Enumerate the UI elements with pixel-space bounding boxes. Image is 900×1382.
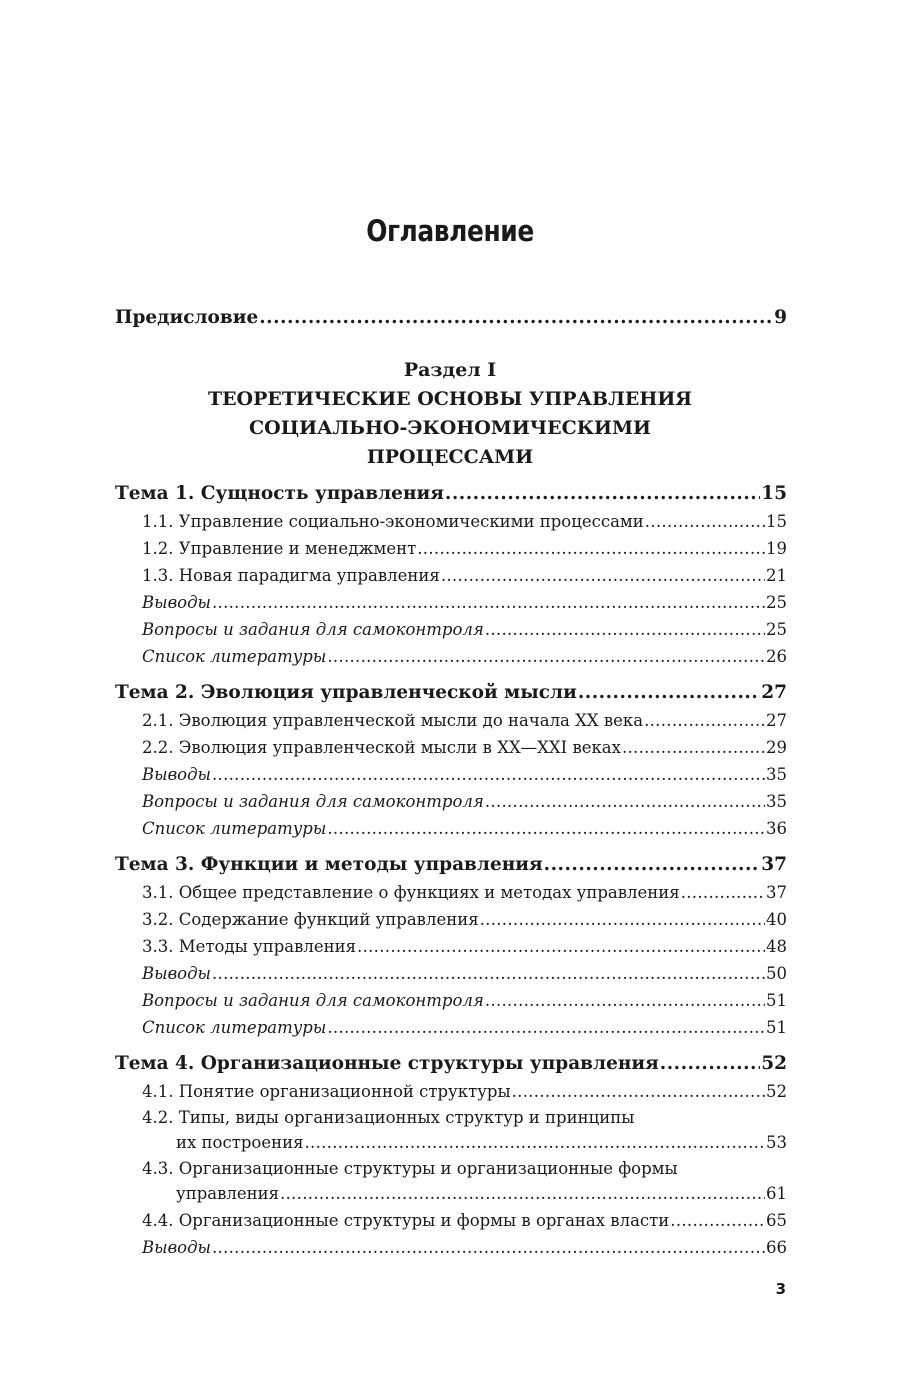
toc-preface[interactable]	[115, 309, 787, 328]
dot-leader	[485, 993, 765, 1010]
dot-leader	[622, 740, 765, 757]
dot-leader	[259, 309, 773, 328]
toc-entry-page: 25	[766, 593, 787, 612]
dot-leader	[445, 485, 760, 504]
toc-entry[interactable]	[142, 740, 787, 757]
toc-entry-page: 61	[766, 1184, 787, 1203]
toc-entry[interactable]	[142, 514, 787, 531]
section-heading-line: СОЦИАЛЬНО-ЭКОНОМИЧЕСКИМИ	[249, 417, 651, 439]
toc-topic-title: Тема 3. Функции и методы управления	[115, 854, 543, 875]
toc-entry-label: 4.1. Понятие организационной структуры	[142, 1082, 511, 1101]
toc-topic-3[interactable]	[115, 856, 787, 875]
dot-leader	[212, 1240, 765, 1257]
toc-entry[interactable]	[142, 821, 787, 838]
toc-topic-1[interactable]	[115, 485, 787, 504]
dot-leader	[327, 649, 765, 666]
toc-entry-label-line1[interactable]: 4.2. Типы, виды организационных структур и принципы	[142, 1108, 635, 1127]
toc-entry-label: Вопросы и задания для самоконтроля	[142, 991, 484, 1010]
toc-entry[interactable]	[142, 713, 787, 730]
toc-entry-page: 19	[766, 539, 787, 558]
toc-entry-continuation[interactable]	[176, 1186, 787, 1203]
toc-entry[interactable]	[142, 568, 787, 585]
toc-entry-label: Выводы	[142, 1238, 211, 1257]
toc-entry-page: 40	[766, 910, 787, 929]
toc-entry-label: 1.3. Новая парадигма управления	[142, 566, 440, 585]
dot-leader	[681, 885, 765, 902]
toc-entry-label: 3.1. Общее представление о функциях и методах управления	[142, 883, 680, 902]
toc-entry-label: 3.3. Методы управления	[142, 937, 357, 956]
toc-entry[interactable]	[142, 1084, 787, 1101]
toc-entry-label: Список литературы	[142, 647, 327, 666]
dot-leader	[485, 794, 765, 811]
section-heading-line: ТЕОРЕТИЧЕСКИЕ ОСНОВЫ УПРАВЛЕНИЯ	[207, 388, 693, 410]
toc-entry-page: 37	[766, 883, 787, 902]
toc-entry-page: 51	[766, 991, 787, 1010]
toc-entry[interactable]	[142, 541, 787, 558]
toc-entry-page: 35	[766, 765, 787, 784]
toc-entry[interactable]	[142, 794, 787, 811]
toc-entry-label: Список литературы	[142, 1018, 327, 1037]
toc-entry-label: Выводы	[142, 765, 211, 784]
dot-leader	[417, 541, 765, 558]
toc-entry-page: 25	[766, 620, 787, 639]
toc-entry-label: 2.2. Эволюция управленческой мысли в XX—XXI веках	[142, 738, 621, 757]
toc-entry-page: 21	[766, 566, 787, 585]
toc-topic-4[interactable]	[115, 1055, 787, 1074]
toc-topic-title: Тема 4. Организационные структуры управления	[115, 1053, 659, 1074]
dot-leader	[441, 568, 765, 585]
toc-entry[interactable]	[142, 649, 787, 666]
toc-entry[interactable]	[142, 939, 787, 956]
toc-entry[interactable]	[142, 912, 787, 929]
dot-leader	[357, 939, 765, 956]
dot-leader	[212, 767, 765, 784]
dot-leader	[212, 595, 765, 612]
toc-entry[interactable]	[142, 993, 787, 1010]
toc-entry-label: Вопросы и задания для самоконтроля	[142, 620, 484, 639]
toc-entry[interactable]	[142, 1240, 787, 1257]
toc-entry-label: Выводы	[142, 964, 211, 983]
toc-entry-page: 50	[766, 964, 787, 983]
dot-leader	[480, 912, 765, 929]
toc-entry-page: 53	[766, 1133, 787, 1152]
toc-entry-label-line1[interactable]: 4.3. Организационные структуры и организационные формы	[142, 1159, 678, 1178]
toc-entry-label: 1.1. Управление социально-экономическими процессами	[142, 512, 644, 531]
toc-entry-label: Предисловие	[115, 307, 259, 328]
dot-leader	[280, 1186, 765, 1203]
page-title: Оглавление	[366, 214, 534, 248]
toc-entry-page: 26	[766, 647, 787, 666]
dot-leader	[327, 1020, 765, 1037]
toc-entry[interactable]	[142, 595, 787, 612]
toc-entry-page: 9	[774, 307, 787, 328]
toc-entry-label: Вопросы и задания для самоконтроля	[142, 792, 484, 811]
dot-leader	[305, 1135, 765, 1152]
toc-entry[interactable]	[142, 1213, 787, 1230]
toc-entry-page: 52	[766, 1082, 787, 1101]
toc-topic-page: 37	[761, 854, 787, 875]
toc-topic-page: 52	[761, 1053, 787, 1074]
dot-leader	[212, 966, 765, 983]
page-number: 3	[775, 1280, 786, 1298]
toc-entry[interactable]	[142, 966, 787, 983]
toc-entry[interactable]	[142, 767, 787, 784]
toc-entry-label: 3.2. Содержание функций управления	[142, 910, 479, 929]
toc-entry-page: 36	[766, 819, 787, 838]
dot-leader	[544, 856, 761, 875]
toc-entry-label: 1.2. Управление и менеджмент	[142, 539, 417, 558]
dot-leader	[327, 821, 765, 838]
toc-entry-page: 51	[766, 1018, 787, 1037]
toc-entry-label: управления	[176, 1184, 280, 1203]
toc-entry-page: 65	[766, 1211, 787, 1230]
dot-leader	[485, 622, 765, 639]
toc-entry-label: 2.1. Эволюция управленческой мысли до начала XX века	[142, 711, 644, 730]
toc-entry-label: 4.4. Организационные структуры и формы в органах власти	[142, 1211, 670, 1230]
toc-entry[interactable]	[142, 885, 787, 902]
toc-entry-page: 66	[766, 1238, 787, 1257]
dot-leader	[644, 713, 765, 730]
toc-entry[interactable]	[142, 622, 787, 639]
toc-entry-label: Список литературы	[142, 819, 327, 838]
toc-entry-continuation[interactable]	[176, 1135, 787, 1152]
toc-topic-title: Тема 1. Сущность управления	[115, 483, 444, 504]
dot-leader	[645, 514, 765, 531]
toc-entry-page: 27	[766, 711, 787, 730]
dot-leader	[578, 684, 760, 703]
toc-topic-page: 15	[761, 483, 787, 504]
dot-leader	[670, 1213, 765, 1230]
toc-topic-2[interactable]	[115, 684, 787, 703]
toc-entry-label: их построения	[176, 1133, 304, 1152]
toc-entry-page: 15	[766, 512, 787, 531]
toc-topic-title: Тема 2. Эволюция управленческой мысли	[115, 682, 577, 703]
toc-topic-page: 27	[761, 682, 787, 703]
toc-entry-page: 29	[766, 738, 787, 757]
dot-leader	[660, 1055, 760, 1074]
dot-leader	[512, 1084, 765, 1101]
toc-entry-label: Выводы	[142, 593, 211, 612]
section-heading-line: ПРОЦЕССАМИ	[366, 446, 534, 468]
toc-entry[interactable]	[142, 1020, 787, 1037]
section-label: Раздел I	[403, 359, 497, 381]
toc-entry-page: 35	[766, 792, 787, 811]
toc-entry-page: 48	[766, 937, 787, 956]
